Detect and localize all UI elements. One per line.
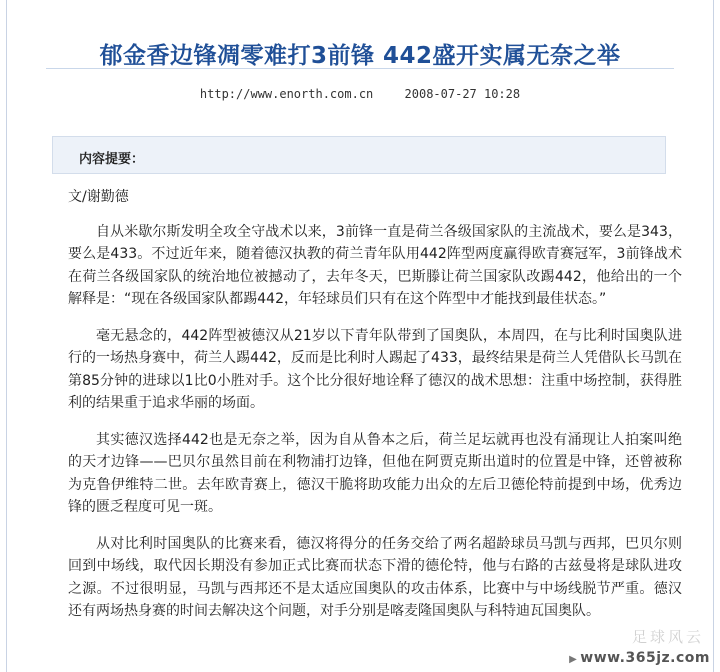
source-url[interactable]: http://www.enorth.com.cn <box>199 87 374 101</box>
watermark-brand-text: 足球风云 <box>631 628 704 646</box>
watermark-site-url: ▶ www.365jz.com <box>569 650 710 666</box>
publish-datetime: 2008-07-27 10:28 <box>404 87 521 101</box>
title-divider <box>46 68 674 69</box>
article-paragraph: 毫无悬念的，442阵型被德汉从21岁以下青年队带到了国奥队，本周四，在与比利时国奥队进行的一场热身赛中，荷兰人踢442，反而是比利时人踢起了433，最终结果是荷兰人凭借队长马凯在第85分钟的进球以1比0小胜对手。这个比分很好地诠释了德汉的战术思想：注重中场控制，获得胜利的结果重于追求华丽的场面。 <box>68 327 682 411</box>
site-watermark <box>560 626 710 666</box>
article-meta <box>0 87 720 101</box>
article-body <box>68 186 682 637</box>
summary-box <box>52 136 666 174</box>
summary-label: 内容提要： <box>79 152 145 167</box>
article-paragraph: 其实德汉选择442也是无奈之举，因为自从鲁本之后，荷兰足坛就再也没有涌现让人拍案叫绝的天才边锋——巴贝尔虽然目前在利物浦打边锋，但他在阿贾克斯出道时的位置是中锋，还曾被称为克鲁伊维特二世。去年欧青赛上，德汉干脆将助攻能力出众的左后卫德伦特前提到中场，优秀边锋的匮乏程度可见一斑。 <box>68 431 682 515</box>
article-author: 文/谢勤德 <box>68 189 129 205</box>
article-paragraph: 从对比利时国奥队的比赛来看，德汉将得分的任务交给了两名超龄球员马凯与西邦，巴贝尔则回到中场线，取代因长期没有参加正式比赛而状态下滑的德伦特，他与右路的古兹曼将是球队进攻之源。不过很明显，马凯与西邦还不是太适应国奥队的攻击体系，比赛中与中场线脱节严重。德汉还有两场热身赛的时间去解决这个问题，对手分别是喀麦隆国奥队与科特迪瓦国奥队。 <box>68 535 682 619</box>
article-paragraph: 自从米歇尔斯发明全攻全守战术以来，3前锋一直是荷兰各级国家队的主流战术，要么是343，要么是433。不过近年来，随着德汉执教的荷兰青年队用442阵型两度赢得欧青赛冠军，3前锋战术在荷兰各级国家队的统治地位被撼动了，去年冬天，巴斯滕让荷兰国家队改踢442，他给出的一个解释是：“现在各级国家队都踢442，年轻球员们只有在这个阵型中才能找到最佳状态。” <box>68 223 682 307</box>
article-title: 郁金香边锋凋零难打3前锋 442盛开实属无奈之举 <box>99 43 621 70</box>
